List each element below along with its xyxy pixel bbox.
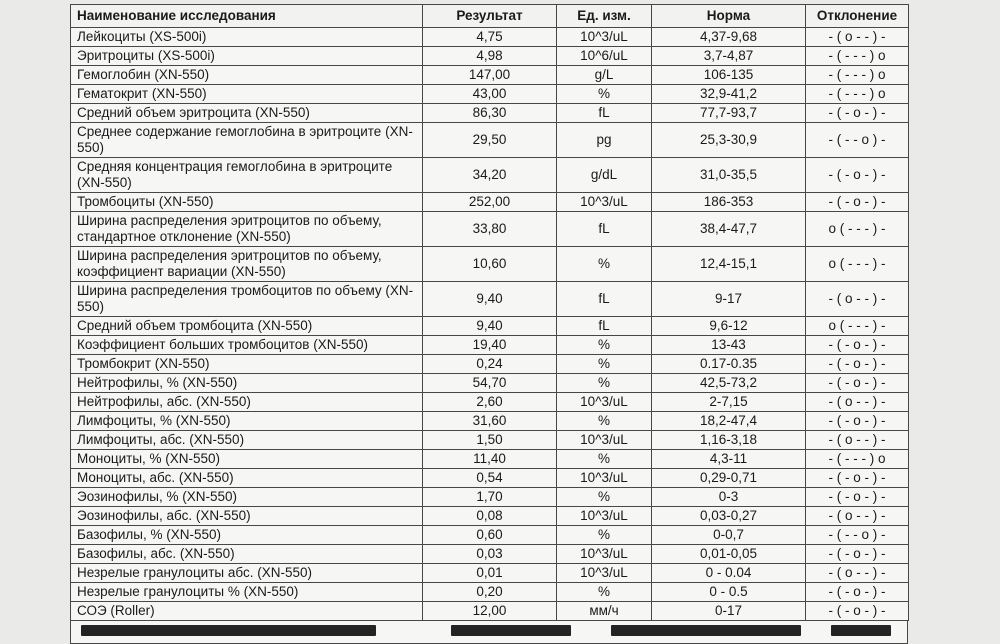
unit-cell: % — [557, 374, 652, 393]
norm-cell: 18,2-47,4 — [652, 412, 806, 431]
unit-cell: pg — [557, 123, 652, 158]
test-name-cell: Эозинофилы, % (XN-550) — [71, 488, 423, 507]
deviation-cell: - ( - o - ) - — [806, 355, 909, 374]
deviation-cell: - ( - o - ) - — [806, 602, 909, 621]
deviation-cell: - ( o - - ) - — [806, 507, 909, 526]
table-row — [71, 488, 909, 507]
deviation-cell: - ( - - o ) - — [806, 123, 909, 158]
test-name-cell: Гемоглобин (XN-550) — [71, 66, 423, 85]
cropped-text-fragment — [831, 625, 891, 636]
test-name-cell: Коэффициент больших тромбоцитов (XN-550) — [71, 336, 423, 355]
unit-cell: fL — [557, 282, 652, 317]
unit-cell: 10^3/uL — [557, 431, 652, 450]
cropped-text-fragment — [451, 625, 571, 636]
test-name-cell: Эритроциты (XS-500i) — [71, 47, 423, 66]
table-row — [71, 66, 909, 85]
test-name-cell: Незрелые гранулоциты абс. (XN-550) — [71, 564, 423, 583]
test-name-cell: Базофилы, % (XN-550) — [71, 526, 423, 545]
norm-cell: 0-3 — [652, 488, 806, 507]
norm-cell: 0 - 0.5 — [652, 583, 806, 602]
result-cell: 1,70 — [423, 488, 557, 507]
table-row — [71, 355, 909, 374]
table-row — [71, 47, 909, 66]
unit-cell: fL — [557, 317, 652, 336]
norm-cell: 12,4-15,1 — [652, 247, 806, 282]
result-cell: 10,60 — [423, 247, 557, 282]
unit-cell: мм/ч — [557, 602, 652, 621]
table-row — [71, 374, 909, 393]
table-row — [71, 431, 909, 450]
norm-cell: 0,29-0,71 — [652, 469, 806, 488]
deviation-cell: - ( - o - ) - — [806, 193, 909, 212]
norm-cell: 9,6-12 — [652, 317, 806, 336]
test-name-cell: Нейтрофилы, абс. (XN-550) — [71, 393, 423, 412]
result-cell: 54,70 — [423, 374, 557, 393]
norm-cell: 13-43 — [652, 336, 806, 355]
norm-cell: 1,16-3,18 — [652, 431, 806, 450]
table-row — [71, 469, 909, 488]
norm-cell: 77,7-93,7 — [652, 104, 806, 123]
test-name-cell: Лимфоциты, % (XN-550) — [71, 412, 423, 431]
test-name-cell: Базофилы, абс. (XN-550) — [71, 545, 423, 564]
test-name-cell: Ширина распределения эритроцитов по объему, стандартное отклонение (XN-550) — [71, 212, 423, 247]
deviation-cell: - ( - - - ) o — [806, 66, 909, 85]
table-row — [71, 507, 909, 526]
result-cell: 1,50 — [423, 431, 557, 450]
table-row — [71, 212, 909, 247]
table-row — [71, 193, 909, 212]
table-row — [71, 282, 909, 317]
table-row — [71, 412, 909, 431]
norm-cell: 2-7,15 — [652, 393, 806, 412]
deviation-cell: o ( - - - ) - — [806, 212, 909, 247]
norm-cell: 0.17-0.35 — [652, 355, 806, 374]
result-cell: 11,40 — [423, 450, 557, 469]
lab-results-table — [70, 4, 909, 621]
table-row — [71, 545, 909, 564]
unit-cell: 10^3/uL — [557, 564, 652, 583]
test-name-cell: Незрелые гранулоциты % (XN-550) — [71, 583, 423, 602]
test-name-cell: Эозинофилы, абс. (XN-550) — [71, 507, 423, 526]
deviation-cell: - ( o - - ) - — [806, 564, 909, 583]
unit-cell: % — [557, 583, 652, 602]
test-name-cell: Среднее содержание гемоглобина в эритроците (XN-550) — [71, 123, 423, 158]
result-cell: 9,40 — [423, 317, 557, 336]
norm-cell: 0,03-0,27 — [652, 507, 806, 526]
deviation-cell: - ( - o - ) - — [806, 104, 909, 123]
norm-cell: 25,3-30,9 — [652, 123, 806, 158]
unit-cell: fL — [557, 104, 652, 123]
table-row — [71, 336, 909, 355]
deviation-cell: - ( o - - ) - — [806, 431, 909, 450]
result-cell: 0,60 — [423, 526, 557, 545]
cropped-text-fragment — [81, 625, 376, 636]
result-cell: 0,20 — [423, 583, 557, 602]
test-name-cell: Ширина распределения тромбоцитов по объему (XN-550) — [71, 282, 423, 317]
norm-cell: 32,9-41,2 — [652, 85, 806, 104]
unit-cell: % — [557, 85, 652, 104]
table-row — [71, 393, 909, 412]
result-cell: 0,03 — [423, 545, 557, 564]
deviation-cell: o ( - - - ) - — [806, 247, 909, 282]
result-cell: 33,80 — [423, 212, 557, 247]
test-name-cell: Средняя концентрация гемоглобина в эритроците (XN-550) — [71, 158, 423, 193]
result-cell: 252,00 — [423, 193, 557, 212]
norm-cell: 4,37-9,68 — [652, 28, 806, 47]
unit-cell: 10^3/uL — [557, 469, 652, 488]
deviation-cell: - ( o - - ) - — [806, 28, 909, 47]
col-header-test-name: Наименование исследования — [71, 5, 423, 28]
norm-cell: 4,3-11 — [652, 450, 806, 469]
unit-cell: % — [557, 412, 652, 431]
unit-cell: % — [557, 336, 652, 355]
unit-cell: % — [557, 450, 652, 469]
unit-cell: 10^3/uL — [557, 193, 652, 212]
deviation-cell: - ( - o - ) - — [806, 545, 909, 564]
table-row — [71, 602, 909, 621]
norm-cell: 0,01-0,05 — [652, 545, 806, 564]
test-name-cell: Моноциты, абс. (XN-550) — [71, 469, 423, 488]
norm-cell: 42,5-73,2 — [652, 374, 806, 393]
test-name-cell: Лейкоциты (XS-500i) — [71, 28, 423, 47]
test-name-cell: Тромбокрит (XN-550) — [71, 355, 423, 374]
norm-cell: 9-17 — [652, 282, 806, 317]
cropped-text-fragment — [611, 625, 801, 636]
table-row — [71, 28, 909, 47]
norm-cell: 3,7-4,87 — [652, 47, 806, 66]
unit-cell: % — [557, 355, 652, 374]
result-cell: 0,54 — [423, 469, 557, 488]
norm-cell: 31,0-35,5 — [652, 158, 806, 193]
table-row — [71, 85, 909, 104]
result-cell: 0,08 — [423, 507, 557, 526]
result-cell: 147,00 — [423, 66, 557, 85]
col-header-norm: Норма — [652, 5, 806, 28]
table-row — [71, 317, 909, 336]
norm-cell: 0 - 0.04 — [652, 564, 806, 583]
table-row — [71, 526, 909, 545]
result-cell: 4,75 — [423, 28, 557, 47]
norm-cell: 186-353 — [652, 193, 806, 212]
table-row — [71, 583, 909, 602]
deviation-cell: - ( - - - ) o — [806, 85, 909, 104]
norm-cell: 0-0,7 — [652, 526, 806, 545]
lab-results-table-wrap — [70, 4, 908, 644]
norm-cell: 38,4-47,7 — [652, 212, 806, 247]
result-cell: 31,60 — [423, 412, 557, 431]
norm-cell: 106-135 — [652, 66, 806, 85]
table-row — [71, 450, 909, 469]
col-header-unit: Ед. изм. — [557, 5, 652, 28]
deviation-cell: - ( o - - ) - — [806, 393, 909, 412]
unit-cell: 10^3/uL — [557, 28, 652, 47]
deviation-cell: - ( - o - ) - — [806, 412, 909, 431]
result-cell: 9,40 — [423, 282, 557, 317]
unit-cell: 10^3/uL — [557, 507, 652, 526]
unit-cell: % — [557, 526, 652, 545]
unit-cell: 10^3/uL — [557, 393, 652, 412]
table-row — [71, 158, 909, 193]
col-header-result: Результат — [423, 5, 557, 28]
deviation-cell: - ( - o - ) - — [806, 488, 909, 507]
deviation-cell: - ( - - - ) o — [806, 47, 909, 66]
unit-cell: 10^3/uL — [557, 545, 652, 564]
test-name-cell: Нейтрофилы, % (XN-550) — [71, 374, 423, 393]
deviation-cell: - ( - - - ) o — [806, 450, 909, 469]
test-name-cell: СОЭ (Roller) — [71, 602, 423, 621]
deviation-cell: - ( - o - ) - — [806, 583, 909, 602]
table-row — [71, 564, 909, 583]
deviation-cell: - ( - o - ) - — [806, 158, 909, 193]
result-cell: 86,30 — [423, 104, 557, 123]
result-cell: 4,98 — [423, 47, 557, 66]
norm-cell: 0-17 — [652, 602, 806, 621]
result-cell: 43,00 — [423, 85, 557, 104]
result-cell: 12,00 — [423, 602, 557, 621]
table-row — [71, 247, 909, 282]
header-row — [71, 5, 909, 28]
deviation-cell: o ( - - - ) - — [806, 317, 909, 336]
deviation-cell: - ( o - - ) - — [806, 282, 909, 317]
result-cell: 19,40 — [423, 336, 557, 355]
unit-cell: fL — [557, 212, 652, 247]
deviation-cell: - ( - o - ) - — [806, 374, 909, 393]
table-row — [71, 123, 909, 158]
result-cell: 0,24 — [423, 355, 557, 374]
table-row — [71, 104, 909, 123]
test-name-cell: Средний объем тромбоцита (XN-550) — [71, 317, 423, 336]
unit-cell: g/dL — [557, 158, 652, 193]
test-name-cell: Моноциты, % (XN-550) — [71, 450, 423, 469]
result-cell: 2,60 — [423, 393, 557, 412]
unit-cell: 10^6/uL — [557, 47, 652, 66]
deviation-cell: - ( - o - ) - — [806, 469, 909, 488]
test-name-cell: Гематокрит (XN-550) — [71, 85, 423, 104]
test-name-cell: Средний объем эритроцита (XN-550) — [71, 104, 423, 123]
test-name-cell: Ширина распределения эритроцитов по объему, коэффициент вариации (XN-550) — [71, 247, 423, 282]
col-header-deviation: Отклонение — [806, 5, 909, 28]
result-cell: 34,20 — [423, 158, 557, 193]
deviation-cell: - ( - o - ) - — [806, 336, 909, 355]
deviation-cell: - ( - - o ) - — [806, 526, 909, 545]
test-name-cell: Лимфоциты, абс. (XN-550) — [71, 431, 423, 450]
unit-cell: % — [557, 247, 652, 282]
test-name-cell: Тромбоциты (XN-550) — [71, 193, 423, 212]
unit-cell: g/L — [557, 66, 652, 85]
unit-cell: % — [557, 488, 652, 507]
result-cell: 29,50 — [423, 123, 557, 158]
result-cell: 0,01 — [423, 564, 557, 583]
